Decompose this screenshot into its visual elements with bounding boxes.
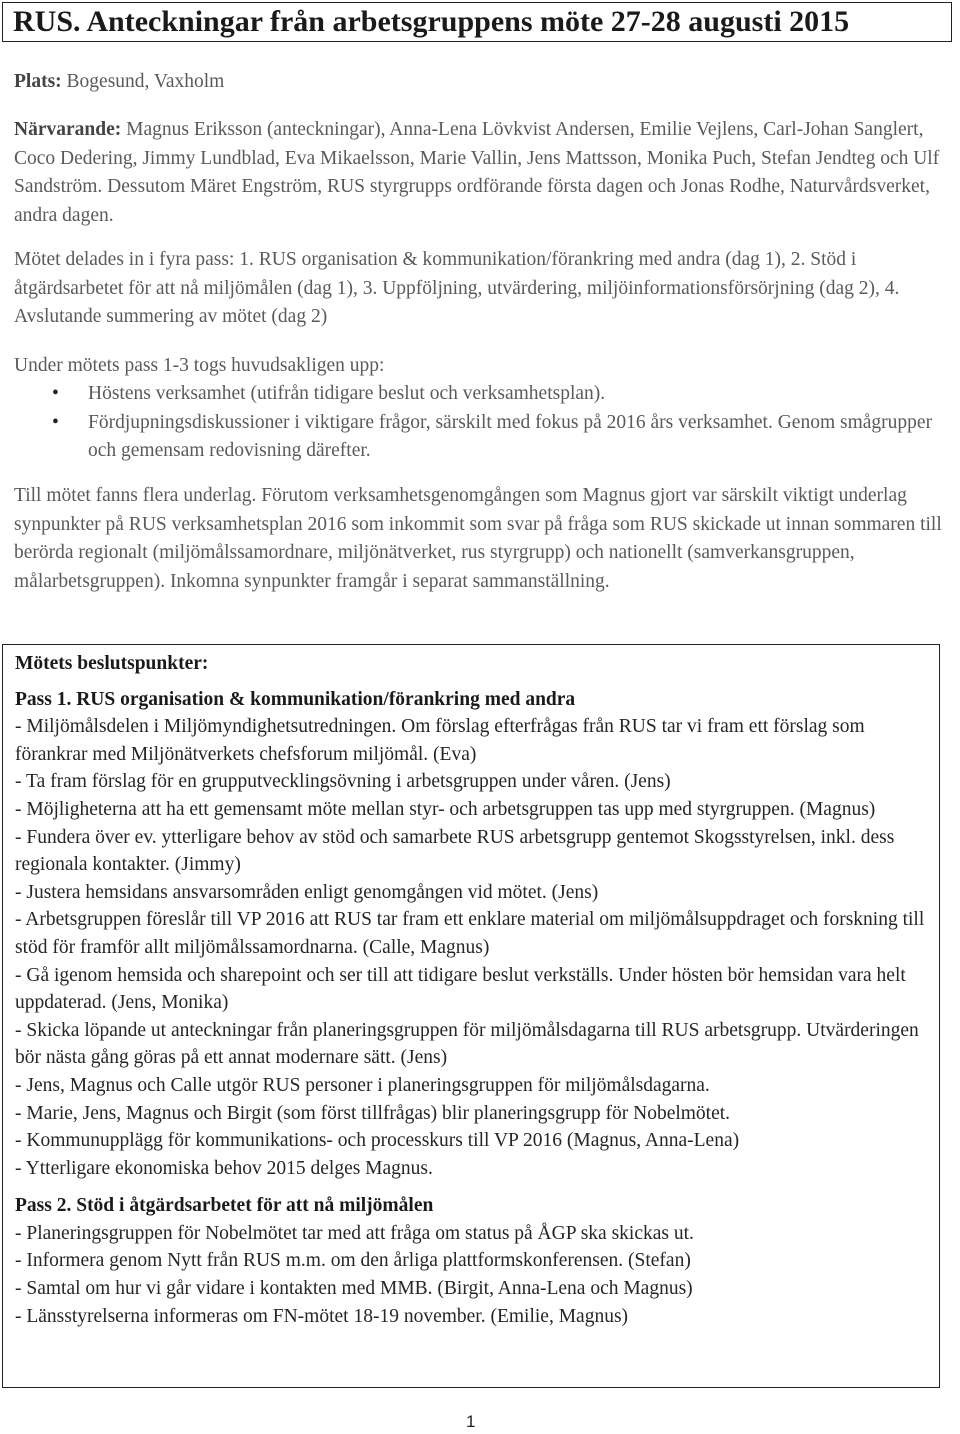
page-number: 1 — [466, 1412, 476, 1431]
bullet-icon: • — [52, 411, 59, 433]
topics-intro: Under mötets pass 1-3 togs huvudsakligen upp: — [14, 355, 385, 376]
decisions-box — [2, 644, 940, 1388]
pass2-heading — [15, 1192, 931, 1220]
list-item-text: Fördjupningsdiskussioner i viktigare frågor, särskilt med fokus på 2016 års verksamhet. Genom smågrupper och gemensam redovisning därefter. — [88, 411, 933, 461]
decision-item: - Ytterligare ekonomiska behov 2015 delges Magnus. — [15, 1157, 433, 1179]
decision-item: - Informera genom Nytt från RUS m.m. om den årliga plattformskonferensen. (Stefan) — [15, 1250, 691, 1272]
decision-item: - Möjligheterna att ha ett gemensamt möte mellan styr- och arbetsgruppen tas upp med styrgruppen. (Magnus) — [15, 798, 876, 820]
location-label: Plats: — [14, 71, 62, 92]
pass1-number: Pass 1. — [15, 688, 72, 710]
decision-item: - Arbetsgruppen föreslår till VP 2016 att RUS tar fram ett enklare material om miljömålsuppdraget och forskning till stöd för framför allt miljömålssamordnarna. (Calle, Magnus) — [15, 909, 925, 958]
meeting-structure-paragraph: Mötet delades in i fyra pass: 1. RUS organisation & kommunikation/förankring med andra (dag 1), 2. Stöd i åtgärdsarbetet för att nå miljömålen (dag 1), 3. Uppföljning, utvärdering, miljöinformationsförsörjning (dag 2), 4. Avslutande summering av mötet (dag 2) — [14, 249, 900, 327]
decision-item: - Justera hemsidans ansvarsområden enligt genomgången vid mötet. (Jens) — [15, 881, 599, 903]
pass2-number: Pass 2. — [15, 1195, 72, 1217]
pass2-title: Stöd i åtgärdsarbetet för att nå miljömålen — [71, 1195, 434, 1217]
pass1-heading — [15, 686, 931, 714]
decision-item: - Kommunupplägg för kommunikations- och processkurs till VP 2016 (Magnus, Anna-Lena) — [15, 1130, 740, 1152]
list-item — [14, 380, 944, 409]
decision-item: - Miljömålsdelen i Miljömyndighetsutredningen. Om förslag efterfrågas från RUS tar vi fram ett förslag som förankrar med Miljönätverkets chefsforum miljömål. (Eva) — [15, 716, 865, 765]
decision-item: - Marie, Jens, Magnus och Birgit (som först tillfrågas) blir planeringsgrupp för Nobelmötet. — [15, 1102, 731, 1124]
attendees-paragraph — [14, 116, 944, 230]
decision-item: - Gå igenom hemsida och sharepoint och ser till att tidigare beslut verkställs. Under hösten bör hemsidan vara helt uppdaterad. (Jens, Monika) — [15, 964, 906, 1014]
list-item — [14, 409, 944, 466]
list-item-text: Höstens verksamhet (utifrån tidigare beslut och verksamhetsplan). — [88, 383, 606, 404]
decision-item: - Fundera över ev. ytterligare behov av stöd och samarbete RUS arbetsgrupp gentemot Skogsstyrelsen, inkl. dess regionala kontakter. (Jimmy) — [15, 826, 895, 876]
background-material-paragraph: Till mötet fanns flera underlag. Förutom verksamhetsgenomgången som Magnus gjort var särskilt viktigt underlag synpunkter på RUS verksamhetsplan 2016 som inkommit som svar på fråga som RUS skickade ut innan sommaren till berörda regionalt (miljömålssamordnare, miljönätverket, rus styrgrupp) och nationellt (samverkansgruppen, målarbetsgruppen). Inkomna synpunkter framgår i separat sammanställning. — [14, 485, 942, 592]
bullet-icon: • — [52, 383, 59, 404]
decision-item: - Skicka löpande ut anteckningar från planeringsgruppen för miljömålsdagarna till RUS arbetsgrupp. Utvärderingen bör nästa gång göras på ett annat modernare sätt. (Jens) — [15, 1019, 919, 1069]
attendees-label: Närvarande: — [14, 119, 122, 140]
attendees-text: Magnus Eriksson (anteckningar), Anna-Lena Lövkvist Andersen, Emilie Vejlens, Carl-Johan Sanglert, Coco Dedering, Jimmy Lundblad, Eva Mikaelsson, Marie Vallin, Jens Mattsson, Monika Puch, Stefan Jendteg och Ulf Sandström. Dessutom Märet Engström, RUS styrgrupps ordförande första dagen och Jonas Rodhe, Naturvårdsverket, andra dagen. — [14, 119, 940, 226]
decision-item: - Jens, Magnus och Calle utgör RUS personer i planeringsgruppen för miljömålsdagarna. — [15, 1074, 710, 1096]
decisions-title: Mötets beslutspunkter: — [15, 653, 209, 674]
pass1-title: RUS organisation & kommunikation/förankring med andra — [71, 688, 576, 710]
location-text: Bogesund, Vaxholm — [61, 71, 225, 92]
decision-item: - Planeringsgruppen för Nobelmötet tar med att fråga om status på ÅGP ska skickas ut. — [15, 1222, 694, 1244]
decision-item: - Samtal om hur vi går vidare i kontakten med MMB. (Birgit, Anna-Lena och Magnus) — [15, 1278, 693, 1300]
document-title: RUS. Anteckningar från arbetsgruppens möte 27-28 augusti 2015 — [2, 2, 952, 42]
decision-item: - Ta fram förslag för en grupputvecklingsövning i arbetsgruppen under våren. (Jens) — [15, 771, 671, 793]
decision-item: - Länsstyrelserna informeras om FN-mötet 18-19 november. (Emilie, Magnus) — [15, 1305, 629, 1327]
topics-list — [14, 380, 944, 466]
location-paragraph — [14, 68, 944, 97]
